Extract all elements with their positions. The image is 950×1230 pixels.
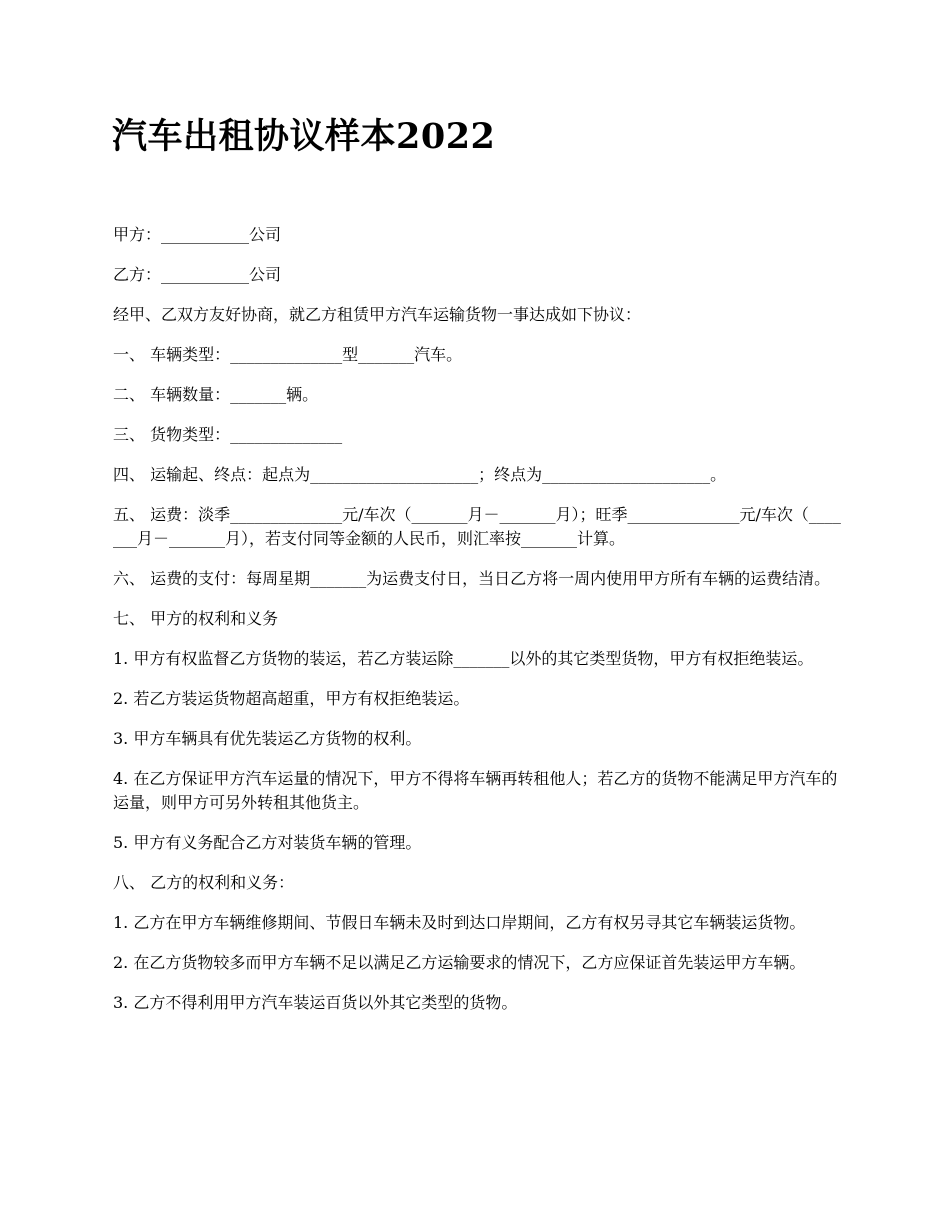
clause-7-item-2: 2. 若乙方装运货物超高超重，甲方有权拒绝装运。	[113, 689, 470, 708]
clause-7-heading: 七、 甲方的权利和义务	[113, 609, 279, 628]
party-b-line: 乙方：___________公司	[113, 265, 282, 284]
clause-5-freight: 五、 运费：淡季______________元/车次（_______月－_______月）；旺季______________元/车次（_______月－_______月），若支付同等金额的人民币，则汇率按_______计算。	[113, 505, 841, 548]
clause-6-payment: 六、 运费的支付：每周星期_______为运费支付日，当日乙方将一周内使用甲方所有车辆的运费结清。	[113, 569, 831, 588]
clause-1-vehicle-type: 一、 车辆类型：______________型_______汽车。	[113, 345, 463, 364]
clause-8-item-3: 3. 乙方不得利用甲方汽车装运百货以外其它类型的货物。	[113, 993, 518, 1012]
preamble: 经甲、乙双方友好协商，就乙方租赁甲方汽车运输货物一事达成如下协议：	[113, 305, 642, 324]
document-body	[113, 223, 848, 1031]
clause-7-item-1: 1. 甲方有权监督乙方货物的装运，若乙方装运除_______以外的其它类型货物，甲方有权拒绝装运。	[113, 649, 814, 668]
clause-3-cargo-type: 三、 货物类型：______________	[113, 425, 343, 444]
clause-7-item-4: 4. 在乙方保证甲方汽车运量的情况下，甲方不得将车辆再转租他人；若乙方的货物不能满足甲方汽车的运量，则甲方可另外转租其他货主。	[113, 769, 838, 812]
clause-7-item-3: 3. 甲方车辆具有优先装运乙方货物的权利。	[113, 729, 422, 748]
clause-8-heading: 八、 乙方的权利和义务：	[113, 873, 295, 892]
clause-8-item-1: 1. 乙方在甲方车辆维修期间、节假日车辆未及时到达口岸期间，乙方有权另寻其它车辆装运货物。	[113, 913, 806, 932]
clause-2-vehicle-count: 二、 车辆数量：_______辆。	[113, 385, 319, 404]
document-title: 汽车出租协议样本2022	[112, 116, 496, 157]
party-a-line: 甲方：___________公司	[113, 225, 282, 244]
clause-8-item-2: 2. 在乙方货物较多而甲方车辆不足以满足乙方运输要求的情况下，乙方应保证首先装运甲方车辆。	[113, 953, 806, 972]
clause-4-route: 四、 运输起、终点：起点为_____________________；终点为_____________________。	[113, 465, 727, 484]
clause-7-item-5: 5. 甲方有义务配合乙方对装货车辆的管理。	[113, 833, 422, 852]
